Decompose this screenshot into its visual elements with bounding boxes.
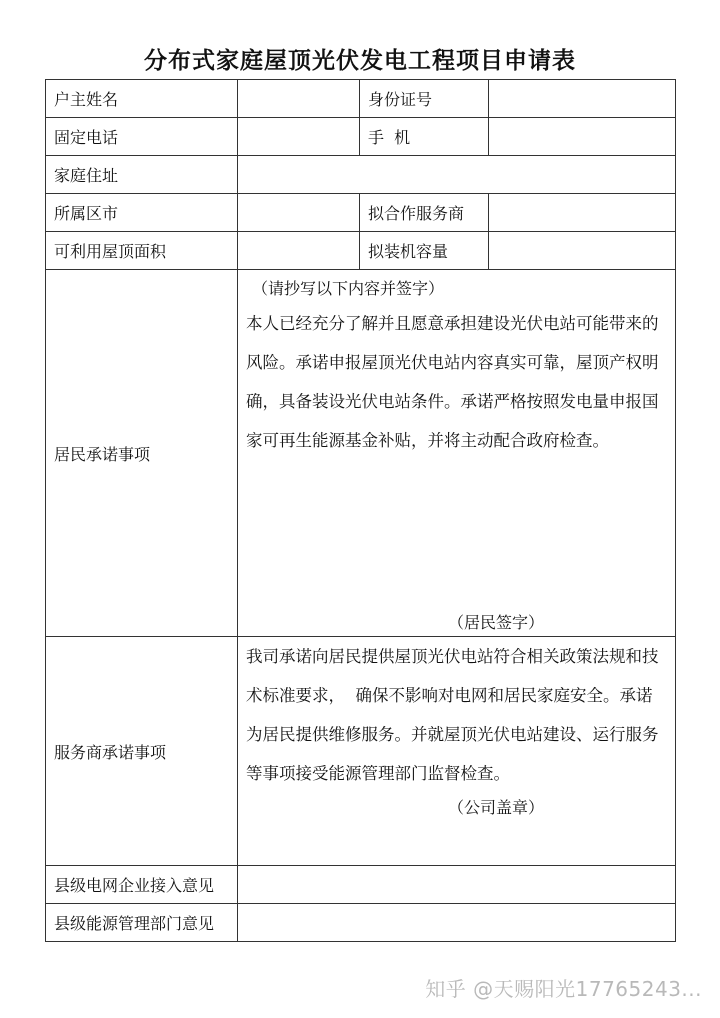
id-number-field[interactable] bbox=[489, 80, 676, 118]
watermark: 知乎 @天赐阳光17765243... bbox=[425, 977, 702, 1001]
provider-label: 拟合作服务商 bbox=[360, 194, 489, 232]
service-line: 我司承诺向居民提供屋顶光伏电站符合相关政策法规和技 bbox=[246, 647, 659, 666]
application-form-table bbox=[45, 79, 676, 942]
row-address bbox=[46, 156, 676, 194]
row-owner bbox=[46, 80, 676, 118]
capacity-field[interactable] bbox=[489, 232, 676, 270]
id-number-label: 身份证号 bbox=[360, 80, 489, 118]
mobile-field[interactable] bbox=[489, 118, 676, 156]
resident-signature-label: （居民签字） bbox=[448, 613, 545, 632]
company-seal-label: （公司盖章） bbox=[448, 798, 545, 817]
owner-name-field[interactable] bbox=[238, 80, 360, 118]
provider-field[interactable] bbox=[489, 194, 676, 232]
landline-label: 固定电话 bbox=[46, 118, 238, 156]
row-resident-commitment bbox=[46, 270, 676, 637]
energy-opinion-field[interactable] bbox=[238, 904, 676, 942]
row-service-commitment bbox=[46, 637, 676, 866]
service-line: 等事项接受能源管理部门监督检查。 bbox=[246, 764, 510, 783]
resident-commitment-text bbox=[246, 304, 670, 460]
capacity-label: 拟装机容量 bbox=[360, 232, 489, 270]
resident-commitment-label: 居民承诺事项 bbox=[46, 270, 238, 637]
row-district bbox=[46, 194, 676, 232]
district-field[interactable] bbox=[238, 194, 360, 232]
row-energy-opinion bbox=[46, 904, 676, 942]
landline-field[interactable] bbox=[238, 118, 360, 156]
owner-name-label: 户主姓名 bbox=[46, 80, 238, 118]
row-phone bbox=[46, 118, 676, 156]
mobile-label: 手 机 bbox=[360, 118, 489, 156]
resident-line: 本人已经充分了解并且愿意承担建设光伏电站可能带来的 bbox=[246, 314, 659, 333]
district-label: 所属区市 bbox=[46, 194, 238, 232]
service-commitment-label: 服务商承诺事项 bbox=[46, 637, 238, 866]
grid-opinion-label: 县级电网企业接入意见 bbox=[46, 866, 238, 904]
service-line: 术标准要求， 确保不影响对电网和居民家庭安全。承诺 bbox=[246, 686, 653, 705]
roof-area-label: 可利用屋顶面积 bbox=[46, 232, 238, 270]
form-title: 分布式家庭屋顶光伏发电工程项目申请表 bbox=[144, 47, 576, 74]
copy-instruction: （请抄写以下内容并签字） bbox=[252, 279, 445, 298]
energy-opinion-label: 县级能源管理部门意见 bbox=[46, 904, 238, 942]
service-commitment-cell[interactable] bbox=[238, 637, 676, 866]
resident-line: 家可再生能源基金补贴，并将主动配合政府检查。 bbox=[246, 431, 609, 450]
address-label: 家庭住址 bbox=[46, 156, 238, 194]
roof-area-field[interactable] bbox=[238, 232, 360, 270]
service-line: 为居民提供维修服务。并就屋顶光伏电站建设、运行服务 bbox=[246, 725, 659, 744]
row-grid-opinion bbox=[46, 866, 676, 904]
resident-commitment-cell[interactable] bbox=[238, 270, 676, 637]
address-field[interactable] bbox=[238, 156, 676, 194]
service-commitment-text bbox=[246, 637, 670, 793]
resident-line: 风险。承诺申报屋顶光伏电站内容真实可靠，屋顶产权明 bbox=[246, 353, 659, 372]
resident-line: 确，具备装设光伏电站条件。承诺严格按照发电量申报国 bbox=[246, 392, 659, 411]
grid-opinion-field[interactable] bbox=[238, 866, 676, 904]
row-roof bbox=[46, 232, 676, 270]
